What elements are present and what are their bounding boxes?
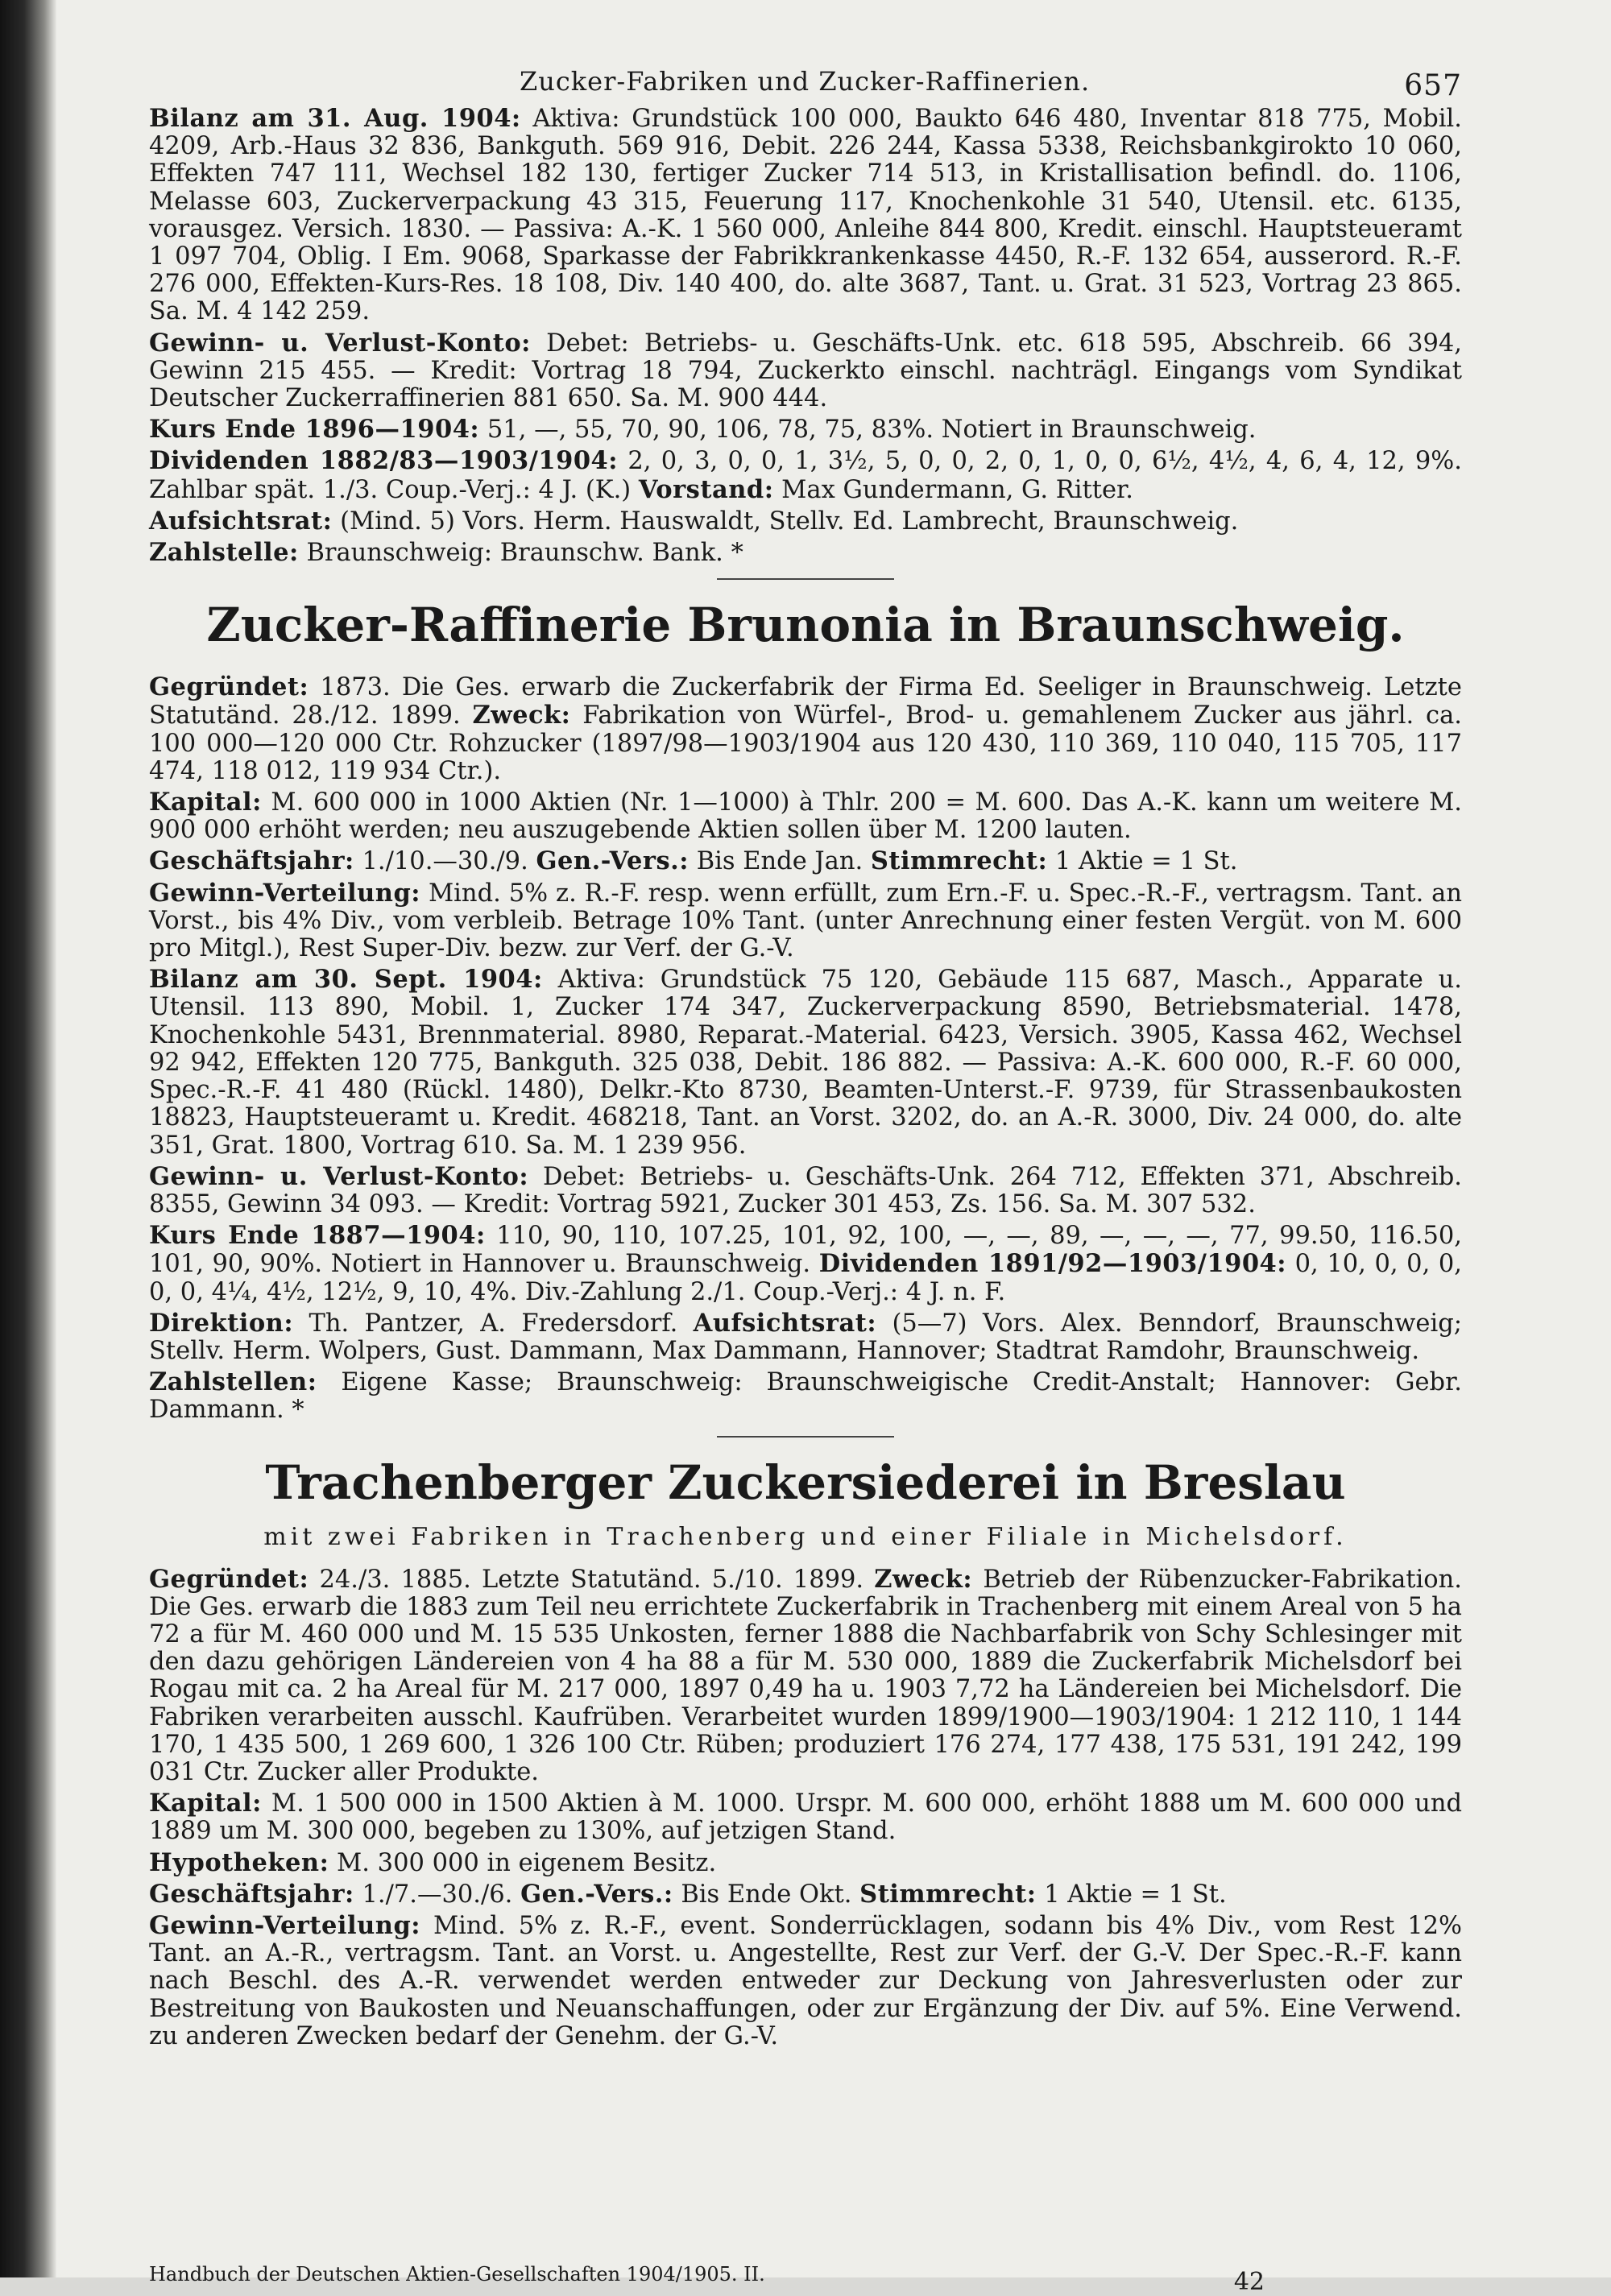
text-gegruendet: 1873. Die Ges. erwarb die Zuckerfabrik der Firma Ed. Seeliger in Braunschweig. Letzte Statutänd. 28./12. 1899.: [149, 673, 1462, 730]
text-gewinn-verlust: Debet: Betriebs- u. Geschäfts-Unk. 264 712, Effekten 371, Abschreib. 8355, Gewinn 34 093. — Kredit: Vortrag 5921, Zucker 301 453, Zs. 156. Sa. M. 307 532.: [149, 1162, 1462, 1218]
signature-mark: 42: [1233, 2268, 1265, 2296]
label-aufsichtsrat: Aufsichtsrat:: [149, 506, 333, 536]
label-gewinn-verteilung: Gewinn-Verteilung:: [149, 878, 421, 908]
text-kapital: M. 600 000 in 1000 Aktien (Nr. 1—1000) à Thlr. 200 = M. 600. Das A.-K. kann um weitere M. 900 000 erhöht werden; neu auszugebende Aktien sollen über M. 1200 lauten.: [149, 788, 1462, 845]
running-title: Zucker-Fabriken und Zucker-Raffinerien.: [520, 66, 1091, 97]
label-zweck: Zweck:: [472, 701, 571, 730]
text-zahlstellen: Eigene Kasse; Braunschweig: Braunschweigische Credit-Anstalt; Hannover: Gebr. Dammann. *: [149, 1368, 1462, 1425]
label-kurs: Kurs Ende 1896—1904:: [149, 415, 480, 445]
text-kurs: 110, 90, 110, 107.25, 101, 92, 100, —, —, 89, —, —, —, 77, 99.50, 116.50, 101, 90, 90%. Notiert in Hannover u. Braunschweig.: [149, 1222, 1462, 1279]
entry-direktion: [149, 1309, 1462, 1365]
label-zahlstelle: Zahlstelle:: [149, 538, 299, 568]
text-gen-vers: Bis Ende Okt.: [673, 1880, 860, 1909]
text-gen-vers: Bis Ende Jan.: [689, 847, 871, 876]
company-title: Zucker-Raffinerie Brunonia in Braunschweig.: [206, 598, 1405, 653]
text-geschaeftsjahr: 1./7.—30./6.: [354, 1880, 521, 1909]
label-dividenden: Dividenden 1891/92—1903/1904:: [818, 1249, 1287, 1279]
entry-kurs: [149, 1222, 1462, 1306]
text-zweck: Betrieb der Rübenzucker-Fabrikation. Die Ges. erwarb die 1883 zum Teil neu errichtete Zuckerfabrik in Trachenberg mit einem Areal von 5 ha 72 a für M. 460 000 und M. 15 535 Unkosten, ferner 1888 die Nachbarfabrik von Schy Schlesinger mit den dazu gehörigen Ländereien von 4 ha 88 a für M. 530 000, 1889 die Zuckerfabrik Michelsdorf bei Rogau mit ca. 2 ha Areal für M. 217 000, 1897 0,49 ha u. 1903 7,72 ha Ländereien bei Michelsdorf. Die Fabriken verarbeiten ausschl. Kaufrüben. Verarbeitet wurden 1899/1900—1903/1904: 1 212 110, 1 144 170, 1 435 500, 1 269 600, 1 326 100 Ctr. Rüben; produziert 176 274, 177 438, 175 531, 191 242, 199 031 Ctr. Zucker aller Produkte.: [149, 1565, 1463, 1786]
entry-bilanz: [149, 105, 1462, 326]
text-kurs: 51, —, 55, 70, 90, 106, 78, 75, 83%. Notiert in Braunschweig.: [479, 416, 1257, 445]
text-gewinn-verteilung: Mind. 5% z. R.-F. resp. wenn erfüllt, zum Ern.-F. u. Spec.-R.-F., vertragsm. Tant. an Vorst., bis 4% Div., vom verbleib. Betrage 10% Tant. (unter Anrechnung einer festen Vergüt. von M. 600 pro Mitgl.), Rest Super-Div. bezw. zur Verf. der G.-V.: [149, 879, 1462, 963]
handbook-title: Handbuch der Deutschen Aktien-Gesellschaften 1904/1905. II.: [149, 2263, 765, 2286]
page-number: 657: [1404, 69, 1462, 102]
company-title: Trachenberger Zuckersiederei in Breslau: [265, 1454, 1346, 1510]
page-binding-shadow: [0, 0, 56, 2277]
text-zahlstelle: Braunschweig: Braunschw. Bank. *: [298, 539, 743, 568]
label-kapital: Kapital:: [149, 1789, 262, 1818]
text-aufsichtsrat: (5—7) Vors. Alex. Benndorf, Braunschweig; Stellv. Herm. Wolpers, Gust. Dammann, Max Dammann, Hannover; Stadtrat Ramdohr, Braunschweig.: [149, 1309, 1462, 1365]
label-gegruendet: Gegründet:: [149, 672, 309, 702]
entry-gegruendet: [149, 673, 1462, 785]
entry-kapital: [149, 1789, 1462, 1845]
text-kapital: M. 1 500 000 in 1500 Aktien à M. 1000. Urspr. M. 600 000, erhöht 1888 um M. 600 000 und 1889 um M. 300 000, begeben zu 130%, auf jetzigen Stand.: [149, 1789, 1462, 1846]
text-aufsichtsrat: (Mind. 5) Vors. Herm. Hauswaldt, Stellv. Ed. Lambrecht, Braunschweig.: [332, 507, 1239, 536]
entry-bilanz: [149, 966, 1462, 1159]
label-gegruendet: Gegründet:: [149, 1564, 309, 1594]
entry-kurs: [149, 416, 1462, 444]
label-gen-vers: Gen.-Vers.:: [536, 846, 690, 876]
text-gegruendet: 24./3. 1885. Letzte Statutänd. 5./10. 1899.: [309, 1565, 875, 1594]
text-gewinn-verteilung: Mind. 5% z. R.-F., event. Sonderrücklagen, sodann bis 4% Div., vom Rest 12% Tant. an A.-R., vertragsm. Tant. an Vorst. u. Angestellte, Rest zur Verf. der G.-V. Der Spec.-R.-F. kann nach Beschl. des A.-R. verwendet werden entweder zur Deckung von Jahresverlusten oder zur Bestreitung von Baukosten und Neuanschaffungen, oder zur Ergänzung der Div. auf 5%. Eine Verwend. zu anderen Zwecken bedarf der Genehm. der G.-V.: [149, 1911, 1462, 2050]
label-geschaeftsjahr: Geschäftsjahr:: [149, 1879, 354, 1909]
text-geschaeftsjahr: 1./10.—30./9.: [354, 847, 536, 876]
entry-gewinn-verlust: [149, 329, 1462, 413]
entry-zahlstellen: [149, 1368, 1462, 1424]
label-vorstand: Vorstand:: [638, 474, 774, 504]
text-vorstand: Max Gundermann, G. Ritter.: [773, 475, 1133, 504]
section-trachenberger: [149, 1455, 1462, 2050]
label-kurs: Kurs Ende 1887—1904:: [149, 1221, 486, 1251]
section-continuation: [149, 105, 1462, 567]
page-content: [149, 48, 1463, 2296]
text-bilanz: Aktiva: Grundstück 75 120, Gebäude 115 687, Masch., Apparate u. Utensil. 113 890, Mobil. 1, Zucker 174 347, Zuckerverpackung 8590, Betriebsmaterial. 1478, Knochenkohle 5431, Brennmaterial. 8980, Reparat.-Material. 6423, Versich. 3905, Kassa 462, Wechsel 92 942, Effekten 120 775, Bankguth. 325 038, Debit. 186 882. — Passiva: A.-K. 600 000, R.-F. 60 000, Spec.-R.-F. 41 480 (Rückl. 1480), Delkr.-Kto 8730, Beamten-Unterst.-F. 9739, für Strassenbaukosten 18823, Hauptsteueramt u. Kredit. 468218, Tant. an Vorst. 3202, do. an A.-R. 3000, Div. 24 000, do. alte 351, Grat. 1800, Vortrag 610. Sa. M. 1 239 956.: [149, 966, 1462, 1160]
entry-gewinn-verteilung: [149, 879, 1462, 963]
page-header: [149, 48, 1462, 105]
entry-zahlstelle: [149, 539, 1462, 567]
label-stimmrecht: Stimmrecht:: [859, 1879, 1037, 1909]
label-direktion: Direktion:: [149, 1308, 294, 1338]
entry-gegruendet: [149, 1566, 1462, 1787]
label-gewinn-verlust: Gewinn- u. Verlust-Konto:: [149, 328, 531, 358]
entry-gewinn-verteilung: [149, 1912, 1462, 2050]
label-dividenden: Dividenden 1882/83—1903/1904:: [149, 446, 619, 476]
label-kapital: Kapital:: [149, 788, 262, 817]
label-hypotheken: Hypotheken:: [149, 1847, 329, 1877]
section-divider: [717, 1436, 894, 1438]
text-dividenden: 0, 10, 0, 0, 0, 0, 0, 4¼, 4½, 12½, 9, 10, 4%. Div.-Zahlung 2./1. Coup.-Verj.: 4 J. n. F.: [149, 1250, 1462, 1306]
label-gewinn-verlust: Gewinn- u. Verlust-Konto:: [149, 1161, 529, 1191]
text-stimmrecht: 1 Aktie = 1 St.: [1036, 1880, 1227, 1909]
text-stimmrecht: 1 Aktie = 1 St.: [1047, 847, 1238, 876]
label-geschaeftsjahr: Geschäftsjahr:: [149, 846, 354, 876]
entry-aufsichtsrat: [149, 507, 1462, 536]
label-bilanz: Bilanz am 30. Sept. 1904:: [149, 965, 543, 995]
text-hypotheken: M. 300 000 in eigenem Besitz.: [329, 1848, 717, 1877]
text-zweck: Fabrikation von Würfel-, Brod- u. gemahlenem Zucker aus jährl. ca. 100 000—120 000 Ctr. Rohzucker (1897/98—1903/1904 aus 120 430, 110 369, 110 040, 115 705, 117 474, 118 012, 119 934 Ctr.).: [149, 701, 1462, 785]
company-subtitle: mit zwei Fabriken in Trachenberg und einer Filiale in Michelsdorf.: [263, 1522, 1348, 1551]
label-gen-vers: Gen.-Vers.:: [520, 1879, 673, 1909]
section-brunonia: [149, 598, 1462, 1424]
label-stimmrecht: Stimmrecht:: [870, 846, 1048, 876]
entry-kapital: [149, 788, 1462, 844]
text-bilanz: Aktiva: Grundstück 100 000, Baukto 646 480, Inventar 818 775, Mobil. 4209, Arb.-Haus 32 836, Bankguth. 569 916, Debit. 226 244, Kassa 5338, Reichsbankgirokto 10 060, Effekten 747 111, Wechsel 182 130, fertiger Zucker 714 513, in Kristallisation befindl. do. 1106, Melasse 603, Zuckerverpackung 43 315, Feuerung 117, Knochenkohle 31 540, Utensil. etc. 6135, vorausgez. Versich. 1830. — Passiva: A.-K. 1 560 000, Anleihe 844 800, Kredit. einschl. Hauptsteueramt 1 097 704, Oblig. I Em. 9068, Sparkasse der Fabrikkrankenkasse 4450, R.-F. 132 654, ausserord. R.-F. 276 000, Effekten-Kurs-Res. 18 108, Div. 140 400, do. alte 3687, Tant. u. Grat. 31 523, Vortrag 23 865. Sa. M. 4 142 259.: [149, 105, 1462, 326]
entry-geschaeftsjahr: [149, 1880, 1462, 1909]
text-direktion: Th. Pantzer, A. Fredersdorf.: [293, 1309, 694, 1338]
label-gewinn-verteilung: Gewinn-Verteilung:: [149, 1910, 421, 1940]
entry-gewinn-verlust: [149, 1163, 1462, 1218]
label-zweck: Zweck:: [874, 1564, 973, 1594]
label-bilanz: Bilanz am 31. Aug. 1904:: [149, 104, 521, 133]
section-divider: [717, 578, 894, 580]
entry-dividenden: [149, 447, 1462, 503]
label-zahlstellen: Zahlstellen:: [149, 1367, 317, 1397]
text-gewinn-verlust: Debet: Betriebs- u. Geschäfts-Unk. etc. 618 595, Abschreib. 66 394, Gewinn 215 455. — Kredit: Vortrag 18 794, Zuckerkto einschl. nachträgl. Eingangs vom Syndikat Deutscher Zuckerraffinerien 881 650. Sa. M. 900 444.: [149, 329, 1463, 413]
entry-hypotheken: [149, 1849, 1462, 1877]
label-aufsichtsrat: Aufsichtsrat:: [693, 1308, 877, 1338]
text-dividenden: 2, 0, 3, 0, 0, 1, 3½, 5, 0, 0, 2, 0, 1, 0, 0, 6½, 4½, 4, 6, 4, 12, 9%. Zahlbar spät. 1./3. Coup.-Verj.: 4 J. (K.): [149, 447, 1462, 504]
entry-geschaeftsjahr: [149, 847, 1462, 875]
page-footer: [149, 2263, 1462, 2296]
